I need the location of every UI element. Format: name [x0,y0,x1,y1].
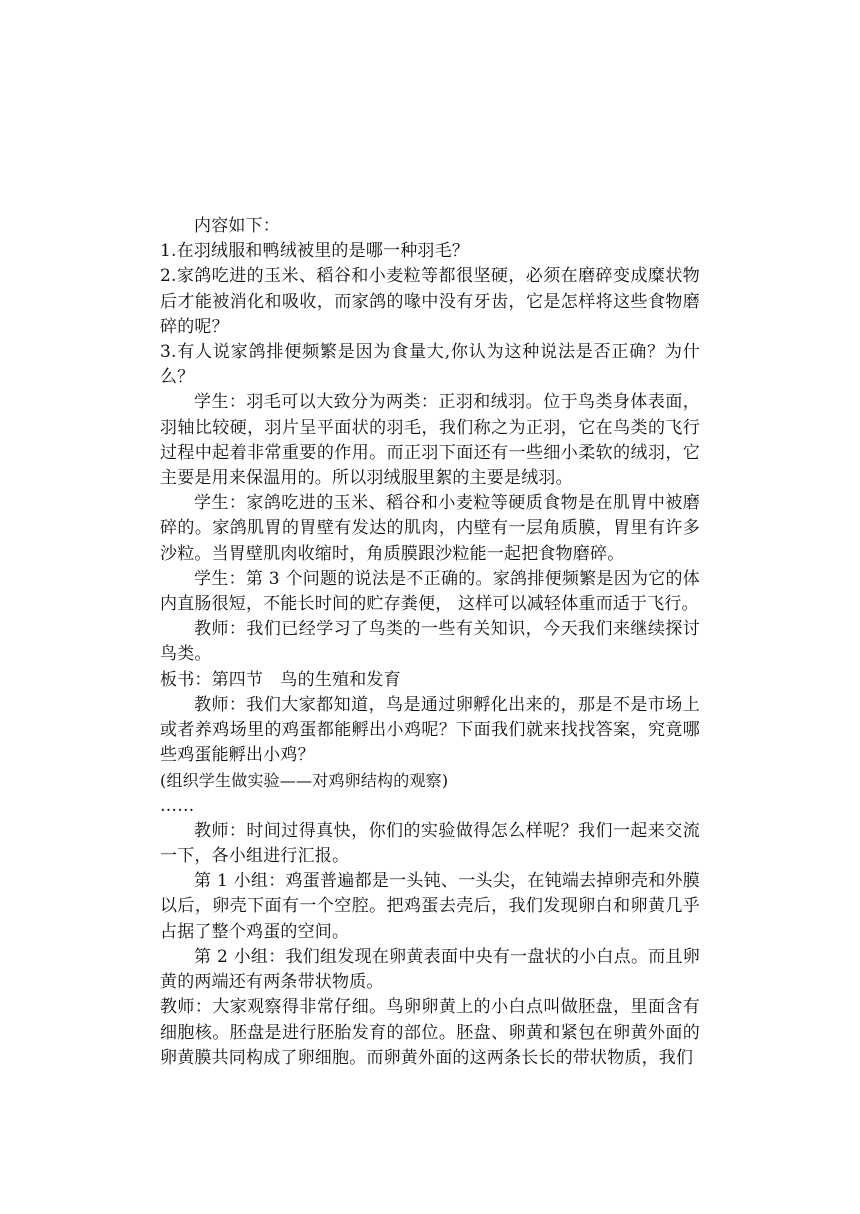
teacher-question: 教师：我们大家都知道，鸟是通过卵孵化出来的，那是不是市场上或者养鸡场里的鸡蛋都能孵出小鸡呢？下面我们就来找找答案，究竟哪些鸡蛋能孵出小鸡？ [160,694,700,766]
document-page [160,214,700,1071]
question-3: 3.有人说家鸽排便频繁是因为食量大,你认为这种说法是否正确？为什么？ [160,342,700,388]
group-1-report: 第 1 小组：鸡蛋普遍都是一头钝、一头尖，在钝端去掉卵壳和外膜以后，卵壳下面有一个空腔。把鸡蛋去壳后，我们发现卵白和卵黄几乎占据了整个鸡蛋的空间。 [160,871,700,942]
teacher-transition: 教师：我们已经学习了鸟类的一些有关知识，今天我们来继续探讨鸟类。 [160,619,700,665]
experiment-note: (组织学生做实验——对鸡卵结构的观察) [160,771,449,791]
teacher-prompt: 教师：时间过得真快，你们的实验做得怎么样呢？我们一起来交流一下，各小组进行汇报。 [160,820,700,867]
student-answer-3: 学生：第 3 个问题的说法是不正确的。家鸽排便频繁是因为它的体内直肠很短，不能长时间的贮存粪便， 这样可以减轻体重而适于飞行。 [160,568,700,615]
question-1: 1.在羽绒服和鸭绒被里的是哪一种羽毛？ [160,241,470,262]
blackboard-heading: 板书：第四节 鸟的生殖和发育 [160,669,401,690]
teacher-explanation: 教师：大家观察得非常仔细。鸟卵卵黄上的小白点叫做胚盘，里面含有细胞核。胚盘是进行胚胎发育的部位。胚盘、卵黄和紧包在卵黄外面的卵黄膜共同构成了卵细胞。而卵黄外面的这两条长长的带状物质，我们 [160,997,700,1068]
paragraph-intro: 内容如下： [194,216,280,236]
ellipsis: …… [160,795,195,816]
question-2: 2.家鸽吃进的玉米、稻谷和小麦粒等都很坚硬，必须在磨碎变成糜状物后才能被消化和吸收，而家鸽的喙中没有牙齿，它是怎样将这些食物磨碎的呢？ [160,266,700,337]
student-answer-1: 学生：羽毛可以大致分为两类：正羽和绒羽。位于鸟类身体表面，羽轴比较硬，羽片呈平面状的羽毛，我们称之为正羽，它在鸟类的飞行过程中起着非常重要的作用。而正羽下面还有一些细小柔软的绒羽，它主要是用来保温用的。所以羽绒服里絮的主要是绒羽。 [160,392,700,489]
student-answer-2: 学生：家鸽吃进的玉米、稻谷和小麦粒等硬质食物是在肌胃中被磨碎的。家鸽肌胃的胃壁有发达的肌肉，内壁有一层角质膜，胃里有许多沙粒。当胃壁肌肉收缩时，角质膜跟沙粒能一起把食物磨碎。 [160,493,700,564]
group-2-report: 第 2 小组：我们组发现在卵黄表面中央有一盘状的小白点。而且卵黄的两端还有两条带状物质。 [160,946,700,993]
